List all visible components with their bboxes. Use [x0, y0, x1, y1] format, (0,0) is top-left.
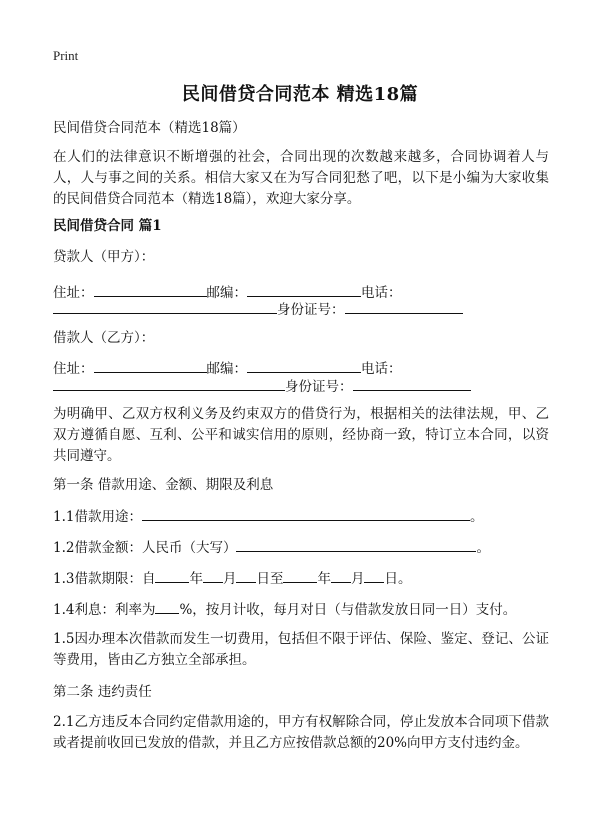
borrower-label: 借款人（乙方）： [53, 330, 155, 346]
rate-blank [155, 599, 179, 614]
zip-label: 邮编： [206, 285, 247, 301]
lender-label: 贷款人（甲方）： [53, 249, 155, 265]
zip-blank [247, 358, 361, 373]
address-blank [94, 282, 207, 297]
lender-id-line [53, 299, 549, 321]
month-text: 月 [350, 571, 365, 587]
clause-label: 1.4利息：利率为 [53, 602, 156, 618]
clause-1-1 [53, 506, 549, 528]
document-subtitle: 民间借贷合同范本（精选18篇） [53, 120, 246, 136]
year-text: 年 [189, 571, 203, 587]
start-day-blank [236, 568, 256, 583]
month-text: 月 [222, 571, 237, 587]
clause-1-5: 1.5因办理本次借款而发生一切费用，包括但不限于评估、保险、鉴定、登记、公证等费用，皆由乙方独立全部承担。 [53, 631, 549, 668]
year-text: 年 [317, 571, 331, 587]
id-label: 身份证号： [285, 379, 353, 395]
zip-label: 邮编： [206, 361, 247, 377]
clause-label: 1.3借款期限：自 [53, 571, 156, 587]
id-blank [353, 376, 471, 391]
clause-2-1: 2.1乙方违反本合同约定借款用途的，甲方有权解除合同，停止发放本合同项下借款或者提前收回已发放的借款，并且乙方应按借款总额的20%向甲方支付违约金。 [53, 714, 549, 751]
start-year-blank [155, 568, 189, 583]
document-title: 民间借贷合同范本 精选18篇 [181, 84, 419, 105]
amount-blank [236, 537, 476, 552]
id-label: 身份证号： [277, 302, 345, 318]
clause-label: 1.2借款金额：人民币（大写） [53, 540, 237, 556]
clause-end: 。 [476, 540, 490, 556]
address-label: 住址： [53, 361, 94, 377]
print-link[interactable]: Print [53, 48, 79, 63]
clause-end: 。 [469, 509, 484, 525]
end-day-blank [364, 568, 384, 583]
address-label: 住址： [53, 285, 94, 301]
clause-rest: %，按月计收，每月对日（与借款发放日同一日）支付。 [179, 602, 517, 618]
clause-1-2 [53, 537, 549, 559]
zip-blank [247, 282, 361, 297]
phone-blank [53, 299, 277, 314]
address-blank [94, 358, 207, 373]
purpose-blank [142, 506, 470, 521]
id-blank [345, 299, 463, 314]
clause-1-3 [53, 568, 549, 590]
phone-blank [53, 376, 285, 391]
clause-label: 1.1借款用途： [53, 509, 142, 525]
end-year-blank [283, 568, 317, 583]
preamble-paragraph: 为明确甲、乙双方权利义务及约束双方的借贷行为，根据相关的法律法规，甲、乙双方遵循自愿、互利、公平和诚实信用的原则，经协商一致，特订立本合同，以资共同遵守。 [53, 406, 549, 464]
clause-1-4 [53, 599, 549, 621]
phone-label: 电话： [361, 285, 402, 301]
article1-heading: 第一条 借款用途、金额、期限及利息 [53, 477, 274, 493]
day-end-text: 日。 [384, 571, 412, 587]
section-heading: 民间借贷合同 篇1 [53, 218, 162, 234]
borrower-id-line [53, 376, 549, 398]
start-month-blank [203, 568, 223, 583]
phone-label: 电话： [361, 361, 402, 377]
article2-heading: 第二条 违约责任 [53, 684, 152, 700]
day-to-text: 日至 [256, 571, 284, 587]
intro-paragraph: 在人们的法律意识不断增强的社会，合同出现的次数越来越多，合同协调着人与人，人与事之间的关系。相信大家又在为写合同犯愁了吧，以下是小编为大家收集的民间借贷合同范本（精选18篇），欢迎大家分享。 [53, 149, 549, 207]
end-month-blank [331, 568, 351, 583]
